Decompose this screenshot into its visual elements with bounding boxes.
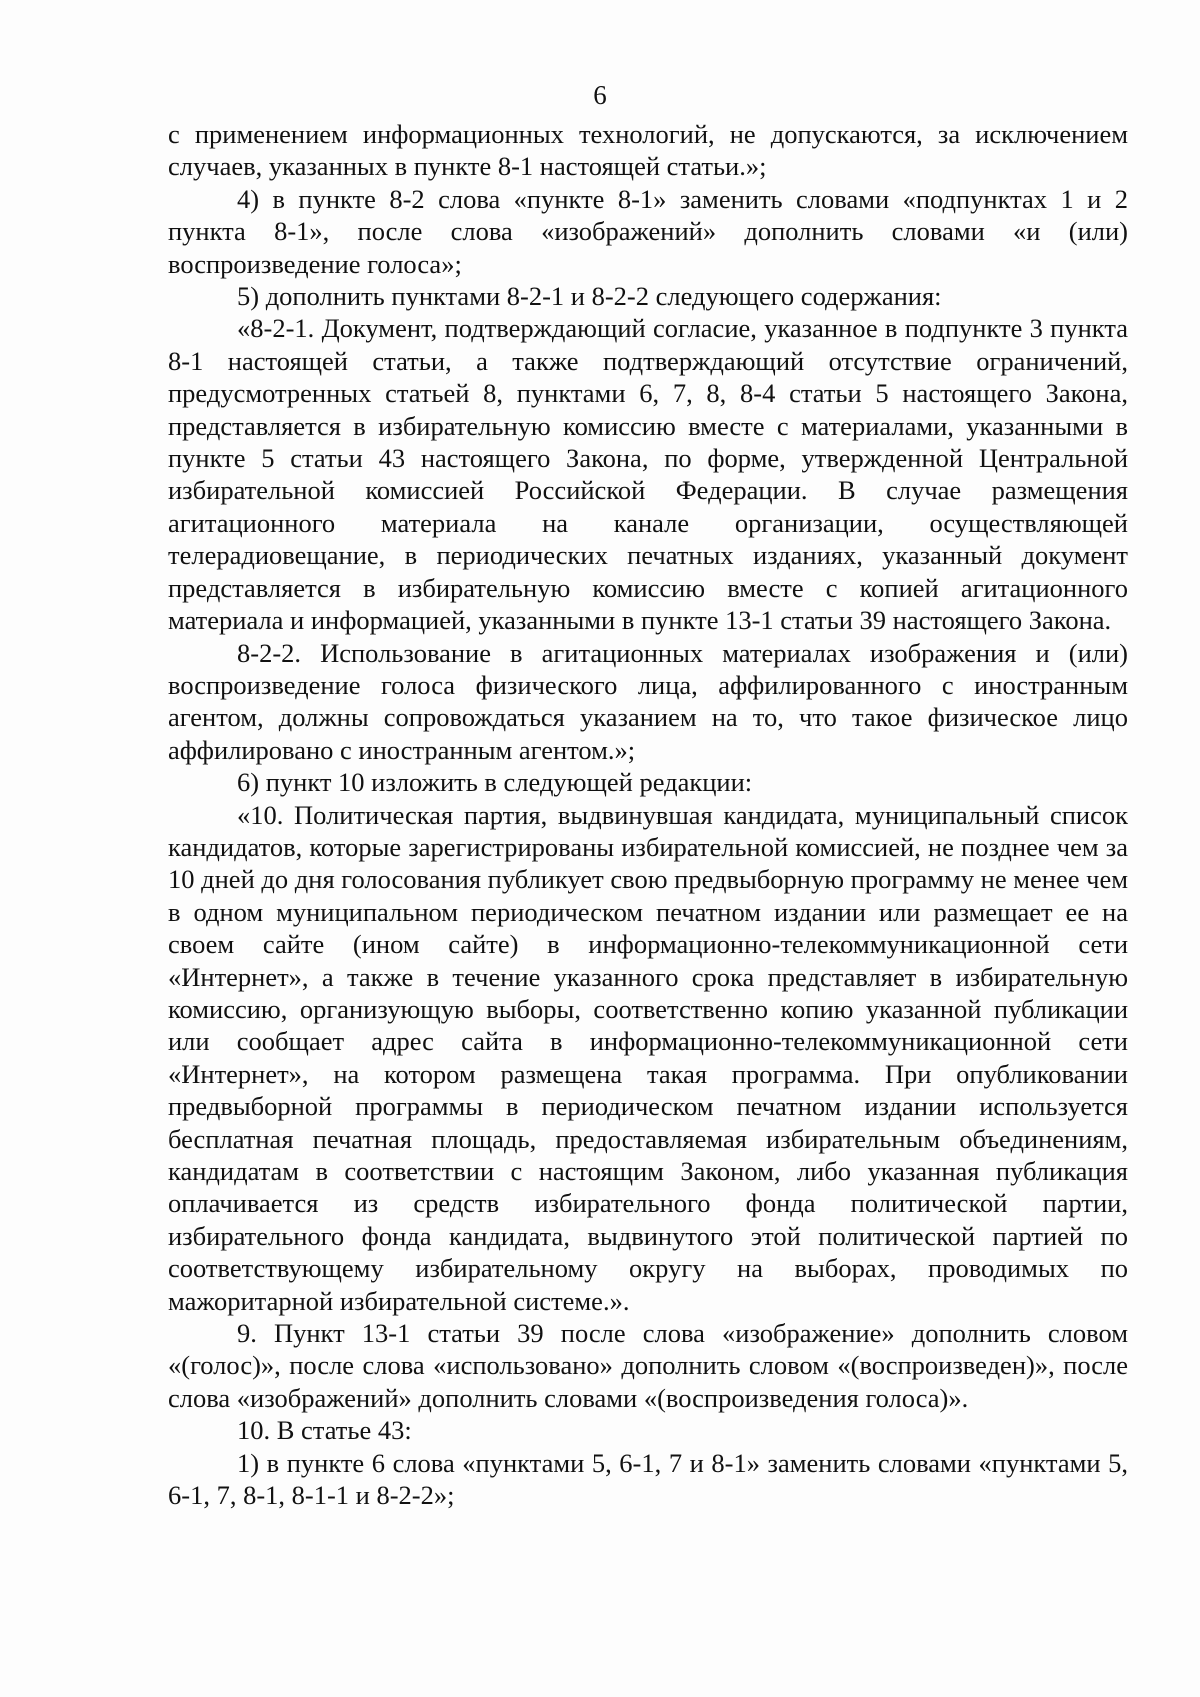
paragraph-section-9: 9. Пункт 13-1 статьи 39 после слова «изображение» дополнить словом «(голос)», после слова «использовано» дополнить словом «(воспроизведен)», после слова «изображений» дополнить словами «(воспроизведения голоса)». (168, 1318, 1128, 1413)
paragraph-8-2-1: «8-2-1. Документ, подтверждающий согласие, указанное в подпункте 3 пункта 8-1 настоящей статьи, а также подтверждающий отсутствие ограничений, предусмотренных статьей 8, пунктами 6, 7, 8, 8-4 статьи 5 настоящего Закона, представляется в избирательную комиссию вместе с материалами, указанными в пункте 5 статьи 43 настоящего Закона, по форме, утвержденной Центральной избирательной комиссией Российской Федерации. В случае размещения агитационного материала на канале организации, осуществляющей телерадиовещание, в периодических печатных изданиях, указанный документ представляется в избирательную комиссию вместе с копией агитационного материала и информацией, указанными в пункте 13-1 статьи 39 настоящего Закона. (168, 313, 1128, 636)
paragraph-section-10-item-1: 1) в пункте 6 слова «пунктами 5, 6-1, 7 и 8-1» заменить словами «пунктами 5, 6-1, 7, 8-1, 8-1-1 и 8-2-2»; (168, 1447, 1128, 1511)
paragraph-item-4: 4) в пункте 8-2 слова «пункте 8-1» заменить словами «подпунктах 1 и 2 пункта 8-1», после слова «изображений» дополнить словами «и (или) воспроизведение голоса»; (168, 183, 1128, 279)
paragraph-item-5: 5) дополнить пунктами 8-2-1 и 8-2-2 следующего содержания: (237, 281, 942, 312)
paragraph-item-6: 6) пункт 10 изложить в следующей редакции: (237, 767, 753, 798)
page-number: 6 (593, 80, 607, 110)
paragraph-8-2-2: 8-2-2. Использование в агитационных материалах изображения и (или) воспроизведение голоса физического лица, аффилированного с иностранным агентом, должны сопровождаться указанием на то, что такое физическое лицо аффилировано с иностранным агентом.»; (168, 637, 1128, 765)
paragraph-continuation: с применением информационных технологий, не допускаются, за исключением случаев, указанных в пункте 8-1 настоящей статьи.»; (168, 119, 1128, 182)
paragraph-section-10: 10. В статье 43: (237, 1415, 412, 1446)
document-body (168, 118, 1128, 1511)
paragraph-point-10: «10. Политическая партия, выдвинувшая кандидата, муниципальный список кандидатов, которые зарегистрированы избирательной комиссией, не позднее чем за 10 дней до дня голосования публикует свою предвыборную программу не менее чем в одном муниципальном периодическом печатном издании или размещает ее на своем сайте (ином сайте) в информационно-телекоммуникационной сети «Интернет», а также в течение указанного срока представляет в избирательную комиссию, организующую выборы, соответственно копию указанной публикации или сообщает адрес сайта в информационно-телекоммуникационной сети «Интернет», на котором размещена такая программа. При опубликовании предвыборной программы в периодическом печатном издании используется бесплатная печатная площадь, предоставляемая избирательным объединениям, кандидатам в соответствии с настоящим Законом, либо указанная публикация оплачивается из средств избирательного фонда политической партии, избирательного фонда кандидата, выдвинутого этой политической партией по соответствующему избирательному округу на выборах, проводимых по мажоритарной избирательной системе.». (168, 799, 1128, 1316)
